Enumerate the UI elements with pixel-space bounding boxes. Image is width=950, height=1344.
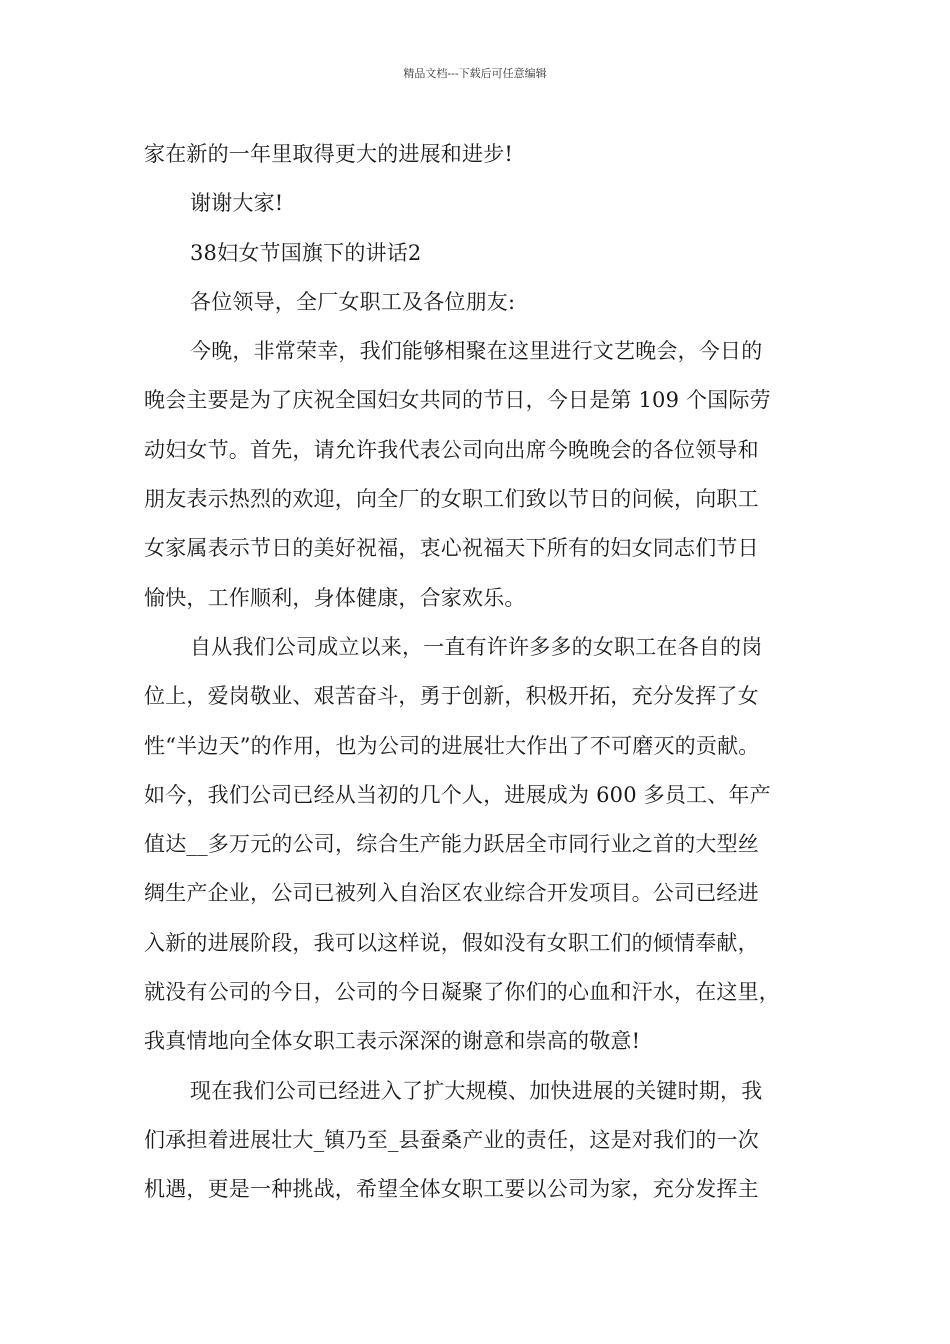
text-line: 各位领导，全厂女职工及各位朋友: <box>190 289 516 314</box>
text-line: 入新的进展阶段，我可以这样说，假如没有女职工们的倾情奉献， <box>144 930 759 955</box>
text-line: 38妇女节国旗下的讲话2 <box>190 240 422 265</box>
text-line: 就没有公司的今日，公司的今日凝聚了你们的心血和汗水，在这里， <box>144 980 780 1005</box>
text-line: 位上，爱岗敬业、艰苦奋斗，勇于创新，积极开拓，充分发挥了女 <box>144 684 759 709</box>
text-line: 现在我们公司已经进入了扩大规模、加快进展的关键时期，我 <box>190 1078 763 1103</box>
text-line: 愉快，工作顺利，身体健康，合家欢乐。 <box>144 585 526 610</box>
text-line: 性“半边天”的作用，也为公司的进展壮大作出了不可磨灭的贡献。 <box>144 733 760 758</box>
text-line: 如今，我们公司已经从当初的几个人，进展成为 600 多员工、年产 <box>144 782 771 807</box>
text-line: 女家属表示节日的美好祝福，衷心祝福天下所有的妇女同志们节日 <box>144 536 759 561</box>
document-body <box>144 130 808 1215</box>
text-line: 家在新的一年里取得更大的进展和进步! <box>144 142 514 166</box>
text-line: 绸生产企业，公司已被列入自治区农业综合开发项目。公司已经进 <box>144 881 759 906</box>
text-line: 朋友表示热烈的欢迎，向全厂的女职工们致以节日的问候，向职工 <box>144 487 759 512</box>
text-line: 动妇女节。首先，请允许我代表公司向出席今晚晚会的各位领导和 <box>144 437 759 462</box>
text-line: 机遇，更是一种挑战，希望全体女职工要以公司为家，充分发挥主 <box>144 1177 759 1202</box>
text-line: 值达__多万元的公司，综合生产能力跃居全市同行业之首的大型丝 <box>144 832 759 857</box>
text-line: 谢谢大家! <box>190 191 284 216</box>
text-line: 我真情地向全体女职工表示深深的谢意和崇高的敬意! <box>144 1029 641 1054</box>
text-line: 自从我们公司成立以来，一直有许许多多的女职工在各自的岗 <box>190 634 763 659</box>
text-line: 今晚，非常荣幸，我们能够相聚在这里进行文艺晚会，今日的 <box>190 339 763 364</box>
text-line: 们承担着进展壮大_镇乃至_县蚕桑产业的责任，这是对我们的一次 <box>144 1127 759 1152</box>
page-header: 精品文档---下载后可任意编辑 <box>403 67 547 80</box>
text-line: 晚会主要是为了庆祝全国妇女共同的节日，今日是第 109 个国际劳 <box>144 388 771 413</box>
